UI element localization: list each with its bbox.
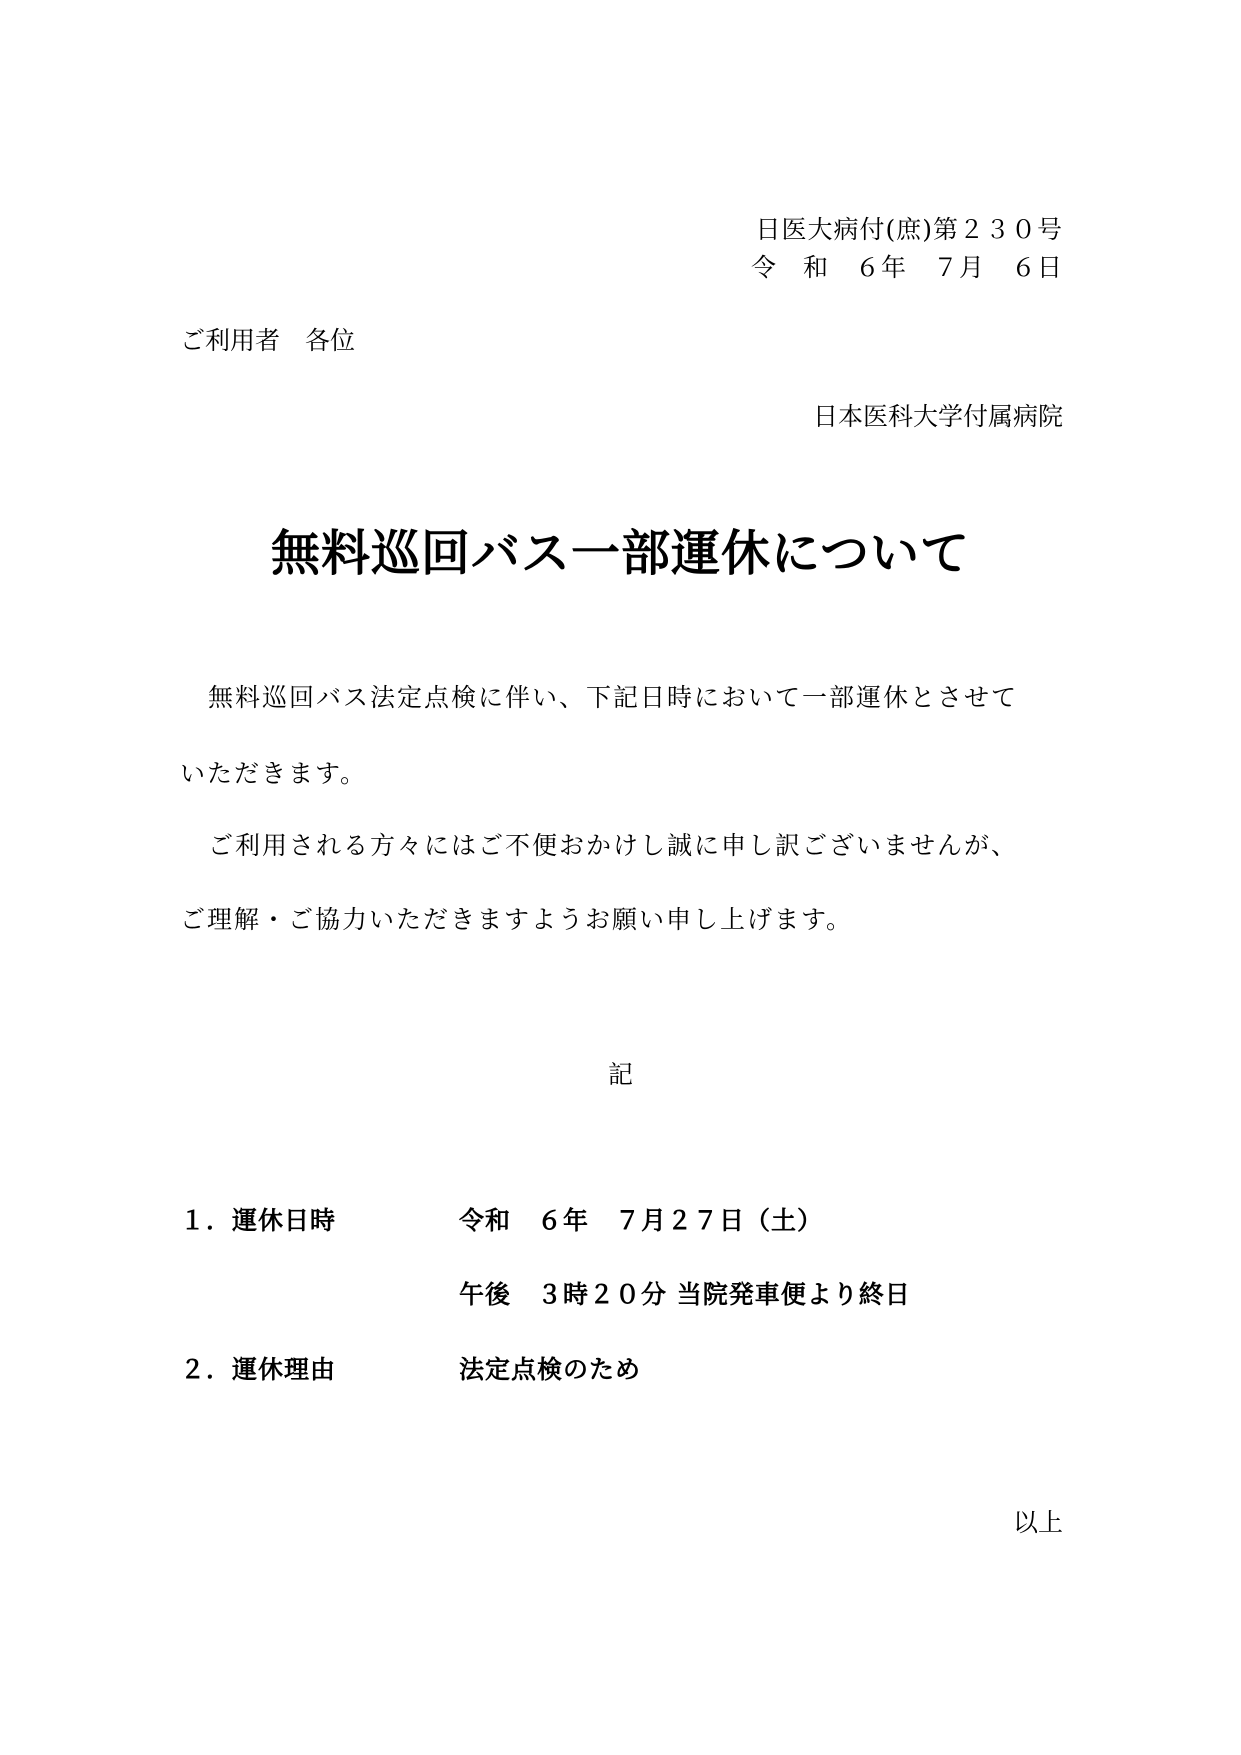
item-1-value-line-2: 午後 ３時２０分 当院発車便より終日 bbox=[459, 1280, 911, 1309]
closing-ijou: 以上 bbox=[1012, 1508, 1063, 1537]
body-paragraph-2-line-2: ご理解・ご協力いただきますようお願い申し上げます。 bbox=[180, 905, 854, 934]
item-1-value-line-1: 令和 ６年 ７月２７日（土） bbox=[459, 1206, 824, 1235]
ki-heading: 記 bbox=[607, 1060, 633, 1089]
body-paragraph-2-line-1 bbox=[180, 826, 1018, 862]
body-paragraph-1-line-1 bbox=[180, 678, 1018, 714]
document-date: 令 和 ６年 ７月 ６日 bbox=[750, 253, 1063, 282]
document-number: 日医大病付(庶)第２３０号 bbox=[755, 215, 1063, 244]
body-text: ご利用される方々にはご不便おかけし誠に申し訳ございませんが、 bbox=[208, 831, 1019, 860]
body-paragraph-1-line-2: いただきます。 bbox=[180, 759, 368, 788]
addressee: ご利用者 各位 bbox=[180, 326, 356, 355]
issuer: 日本医科大学付属病院 bbox=[812, 402, 1063, 431]
item-2-label: ２．運休理由 bbox=[180, 1355, 337, 1384]
body-text: 無料巡回バス法定点検に伴い、下記日時において一部運休とさせて bbox=[208, 683, 1019, 712]
item-1-label: １．運休日時 bbox=[180, 1206, 337, 1235]
notice-title: 無料巡回バス一部運休について bbox=[270, 524, 971, 582]
item-2-value: 法定点検のため bbox=[459, 1355, 642, 1384]
